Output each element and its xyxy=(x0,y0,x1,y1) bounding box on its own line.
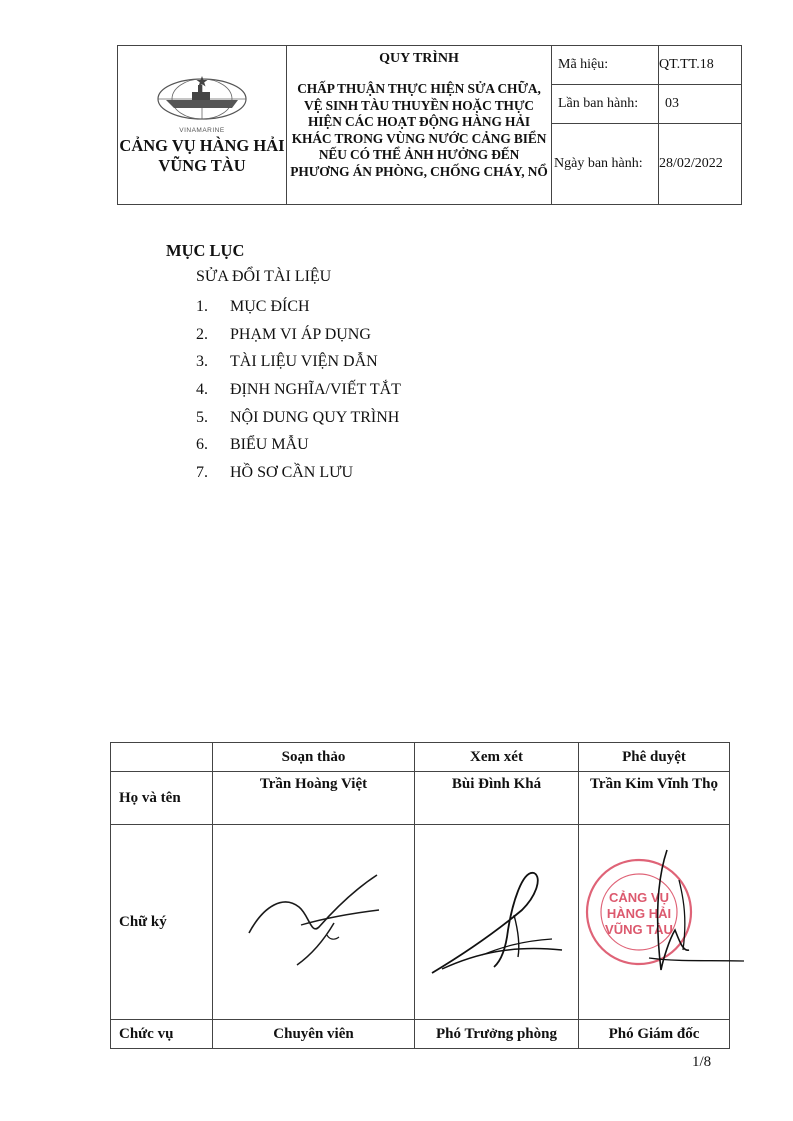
toc-item-number: 3. xyxy=(196,353,208,371)
toc-item[interactable] xyxy=(196,352,401,380)
toc-item[interactable] xyxy=(196,408,401,436)
logo-caption: VINAMARINE xyxy=(179,127,225,134)
issue-date-label: Ngày ban hành: xyxy=(552,124,659,205)
approver-signature-cell xyxy=(579,825,730,1020)
organization-cell xyxy=(118,46,287,205)
column-header-approver: Phê duyệt xyxy=(579,743,730,772)
toc-item-label: HỒ SƠ CẦN LƯU xyxy=(230,464,354,482)
toc-item[interactable] xyxy=(196,380,401,408)
reviewer-signature-cell xyxy=(415,825,579,1020)
toc-item-label: NỘI DUNG QUY TRÌNH xyxy=(230,408,400,426)
toc-item[interactable] xyxy=(196,325,401,353)
issue-date-value: 28/02/2022 xyxy=(659,124,742,205)
toc-item-number: 2. xyxy=(196,325,208,343)
toc-item-label: TÀI LIỆU VIỆN DẪN xyxy=(230,353,378,371)
drafter-signature-icon xyxy=(239,865,389,975)
reviewer-signature-icon xyxy=(422,855,572,985)
column-header-reviewer: Xem xét xyxy=(415,743,579,772)
toc-list xyxy=(196,297,401,491)
drafter-name: Trần Hoàng Việt xyxy=(213,772,415,825)
toc-item-number: 6. xyxy=(196,436,208,454)
toc-item-revision[interactable]: SỬA ĐỔI TÀI LIỆU xyxy=(196,268,332,285)
document-type: QUY TRÌNH xyxy=(379,51,459,66)
approver-position: Phó Giám đốc xyxy=(579,1020,730,1049)
toc-item[interactable] xyxy=(196,297,401,325)
toc-item-number: 7. xyxy=(196,464,208,482)
code-value: QT.TT.18 xyxy=(659,46,742,85)
toc-item-label: MỤC ĐÍCH xyxy=(230,298,310,315)
toc-item[interactable] xyxy=(196,463,401,491)
stamp-line-2: HÀNG HẢI xyxy=(606,905,672,921)
toc-item-number: 5. xyxy=(196,408,208,426)
stamp-line-1: CẢNG VỤ xyxy=(609,889,669,905)
approver-name: Trần Kim Vĩnh Thọ xyxy=(579,772,730,825)
row-label-signature: Chữ ký xyxy=(111,825,213,1020)
reviewer-name: Bùi Đình Khá xyxy=(415,772,579,825)
toc-item[interactable] xyxy=(196,435,401,463)
vinamarine-logo-icon xyxy=(152,74,252,124)
toc-item-label: PHẠM VI ÁP DỤNG xyxy=(230,325,371,343)
empty-corner-cell xyxy=(111,743,213,772)
code-label: Mã hiệu: xyxy=(552,46,659,85)
approval-table xyxy=(110,742,730,1049)
organization-name xyxy=(118,136,286,176)
toc-item-number: 4. xyxy=(196,381,208,399)
toc-item-number: 1. xyxy=(196,298,208,315)
toc-heading: MỤC LỤC xyxy=(166,241,245,260)
document-title: CHẤP THUẬN THỰC HIỆN SỬA CHỮA, VỆ SINH TÀU THUYỀN HOẶC THỰC HIỆN CÁC HOẠT ĐỘNG HÀNG HẢI KHÁC TRONG VÙNG NƯỚC CẢNG BIỂN NẾU CÓ THỂ ẢNH HƯỞNG ĐẾN PHƯƠNG ÁN PHÒNG, CHỐNG CHÁY, NỔ xyxy=(290,81,548,179)
toc-item-label: ĐỊNH NGHĨA/VIẾT TẮT xyxy=(230,381,401,399)
drafter-signature-cell xyxy=(213,825,415,1020)
row-label-position: Chức vụ xyxy=(111,1020,213,1049)
organization-line-1: CẢNG VỤ HÀNG HẢI xyxy=(119,136,285,155)
organization-line-2: VŨNG TÀU xyxy=(158,156,246,175)
edition-label: Lần ban hành: xyxy=(552,85,659,124)
approval-stamp-icon xyxy=(579,840,729,1000)
drafter-position: Chuyên viên xyxy=(213,1020,415,1049)
row-label-name: Họ và tên xyxy=(111,772,213,825)
edition-value: 03 xyxy=(659,85,742,124)
document-header xyxy=(117,45,742,205)
page-number: 1/8 xyxy=(692,1054,712,1070)
stamp-line-3: VŨNG TÀU xyxy=(605,921,673,937)
reviewer-position: Phó Trưởng phòng xyxy=(415,1020,579,1049)
title-cell xyxy=(287,46,552,205)
column-header-drafter: Soạn thảo xyxy=(213,743,415,772)
toc-item-label: BIỂU MẪU xyxy=(230,436,309,454)
